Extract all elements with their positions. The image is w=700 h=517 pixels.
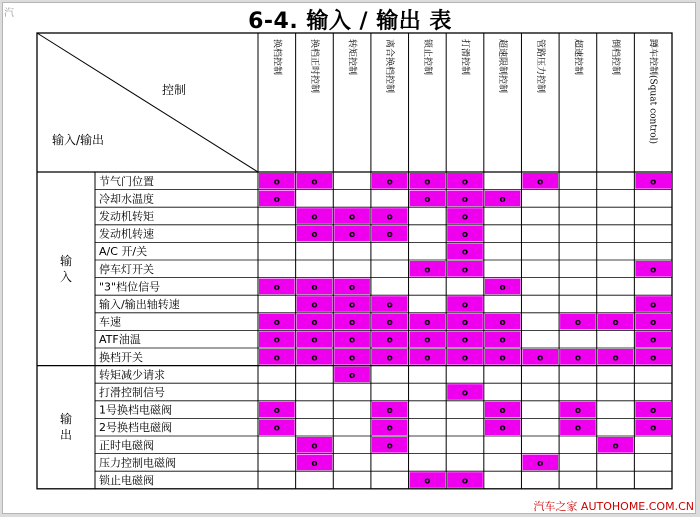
marker-o: o <box>424 353 431 364</box>
marker-o: o <box>424 318 431 329</box>
column-header: 蹲车控制(Squat control) <box>647 39 658 145</box>
column-header: 管路压力控制 <box>534 39 545 94</box>
row-label: 发动机转速 <box>99 227 154 241</box>
marker-o: o <box>311 353 318 364</box>
marker-o: o <box>499 335 506 346</box>
marker-o: o <box>461 230 469 241</box>
row-label: A/C 开/关 <box>99 245 148 259</box>
marker-o: o <box>424 194 431 205</box>
marker-o: o <box>574 353 582 364</box>
marker-o: o <box>386 441 393 452</box>
marker-o: o <box>537 353 544 364</box>
marker-o: o <box>273 353 280 364</box>
marker-o: o <box>386 353 393 364</box>
marker-o: o <box>348 300 356 311</box>
marker-o: o <box>461 177 469 188</box>
marker-o: o <box>499 194 506 205</box>
group-label-char: 输 <box>59 412 73 427</box>
marker-o: o <box>311 300 318 311</box>
marker-o: o <box>650 300 657 311</box>
row-label: 压力控制电磁阀 <box>99 456 176 470</box>
marker-o: o <box>386 212 393 223</box>
marker-o: o <box>424 177 431 188</box>
marker-o: o <box>537 177 544 188</box>
row-label: 换档开关 <box>99 350 143 364</box>
marker-o: o <box>311 282 318 293</box>
marker-o: o <box>461 318 469 329</box>
footer-watermark: 汽车之家 AUTOHOME.COM.CN <box>533 500 694 513</box>
marker-o: o <box>424 335 431 346</box>
row-label: 打滑控制信号 <box>99 386 165 399</box>
corner-watermark: 汽 <box>4 8 14 19</box>
marker-o: o <box>461 265 469 276</box>
marker-o: o <box>273 194 280 205</box>
marker-o: o <box>612 353 619 364</box>
marker-o: o <box>311 335 318 346</box>
page-title: 6-4. 输入 / 输出 表 <box>248 9 452 34</box>
marker-o: o <box>612 318 619 329</box>
column-header: 锁止控制 <box>421 39 432 76</box>
marker-o: o <box>424 265 431 276</box>
marker-o: o <box>499 406 506 417</box>
column-header: 换档正时控制 <box>308 39 319 94</box>
marker-o: o <box>348 335 356 346</box>
marker-o: o <box>461 353 469 364</box>
marker-o: o <box>650 177 657 188</box>
marker-o: o <box>311 212 318 223</box>
marker-o: o <box>386 230 393 241</box>
marker-o: o <box>650 353 657 364</box>
marker-o: o <box>348 282 356 293</box>
marker-o: o <box>386 423 393 434</box>
marker-o: o <box>311 318 318 329</box>
marker-o: o <box>499 282 506 293</box>
row-label: 车速 <box>99 315 121 329</box>
row-label: "3"档位信号 <box>99 280 161 294</box>
marker-o: o <box>273 177 280 188</box>
marker-o: o <box>499 353 506 364</box>
column-header: 超速控制 <box>572 39 583 76</box>
marker-o: o <box>461 476 469 487</box>
marker-o: o <box>499 318 506 329</box>
marker-o: o <box>650 335 657 346</box>
marker-o: o <box>461 194 469 205</box>
marker-o: o <box>461 247 469 258</box>
corner-diagonal <box>37 33 258 172</box>
marker-o: o <box>574 406 582 417</box>
row-label: 冷却水温度 <box>99 192 154 206</box>
marker-o: o <box>311 177 318 188</box>
marker-o: o <box>650 423 657 434</box>
marker-o: o <box>650 406 657 417</box>
column-header: 倒档控制 <box>610 39 621 76</box>
row-label: 转矩减少请求 <box>99 368 165 382</box>
header-io-label: 输入/输出 <box>52 133 105 147</box>
column-header: 超速限制控制 <box>497 39 508 94</box>
marker-o: o <box>386 406 393 417</box>
header-control-label: 控制 <box>162 83 187 97</box>
marker-o: o <box>273 335 280 346</box>
marker-o: o <box>386 318 393 329</box>
marker-o: o <box>574 318 582 329</box>
marker-o: o <box>273 318 280 329</box>
marker-o: o <box>348 230 356 241</box>
marker-o: o <box>574 423 582 434</box>
group-label-char: 入 <box>59 269 73 284</box>
marker-o: o <box>348 212 356 223</box>
marker-o: o <box>273 423 280 434</box>
row-label: 停车灯开关 <box>99 262 154 276</box>
marker-o: o <box>311 230 318 241</box>
row-label: 发动机转矩 <box>99 210 154 223</box>
row-label: 锁止电磁阀 <box>99 474 154 487</box>
marker-o: o <box>273 282 280 293</box>
marker-o: o <box>386 300 393 311</box>
marker-o: o <box>348 370 356 381</box>
column-header: 离合换档控制 <box>384 39 395 94</box>
marker-o: o <box>386 335 393 346</box>
row-label: 输入/输出轴转速 <box>99 298 180 311</box>
marker-o: o <box>461 388 469 399</box>
row-label: 正时电磁阀 <box>99 438 154 452</box>
marker-o: o <box>499 423 506 434</box>
marker-o: o <box>461 212 469 223</box>
marker-o: o <box>612 441 619 452</box>
marker-o: o <box>386 177 393 188</box>
row-label: 1号换档电磁阀 <box>99 403 172 417</box>
column-header: 打滑控制 <box>459 39 470 76</box>
row-label: ATF油温 <box>99 333 141 347</box>
marker-o: o <box>650 318 657 329</box>
marker-o: o <box>273 406 280 417</box>
marker-o: o <box>650 265 657 276</box>
marker-o: o <box>348 353 356 364</box>
marker-o: o <box>461 335 469 346</box>
marker-o: o <box>311 458 318 469</box>
marker-o: o <box>424 476 431 487</box>
group-label-char: 输 <box>59 253 73 268</box>
marker-o: o <box>311 441 318 452</box>
marker-o: o <box>461 300 469 311</box>
marker-o: o <box>537 458 544 469</box>
column-header: 转矩控制 <box>346 39 357 76</box>
row-label: 2号换档电磁阀 <box>99 421 172 435</box>
marker-o: o <box>348 318 356 329</box>
column-header: 换档控制 <box>271 39 282 76</box>
group-label-char: 出 <box>59 428 73 443</box>
row-label: 节气门位置 <box>99 174 154 188</box>
